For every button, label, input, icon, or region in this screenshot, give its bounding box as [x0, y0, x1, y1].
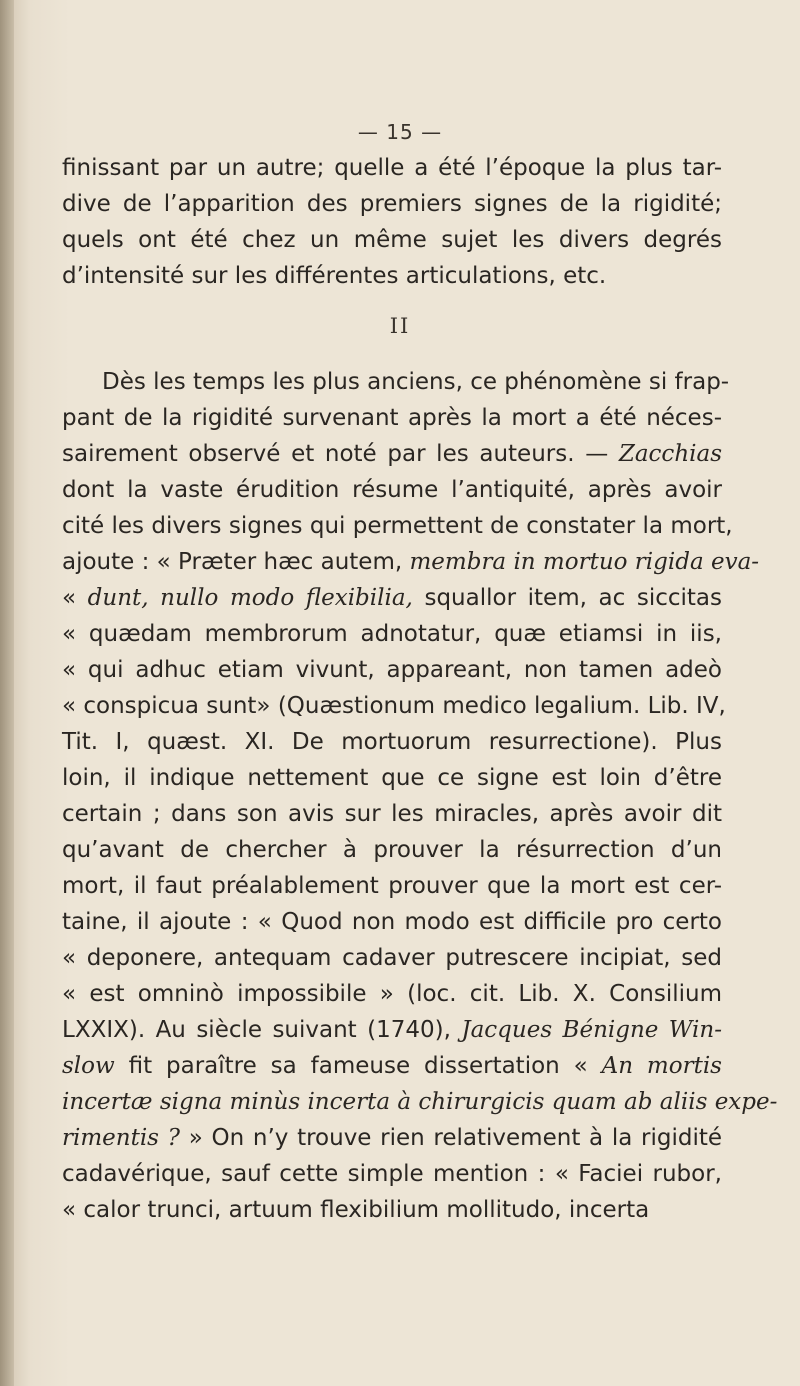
author-name: slow [62, 1053, 115, 1079]
text-line: taine, il ajoute : « Quod non modo est difficile pro certo [62, 909, 722, 935]
author-name: Jacques Bénigne Win- [461, 1017, 722, 1043]
text-segment: « [62, 585, 88, 611]
latin-quote: membra in mortuo rigida eva- [409, 549, 760, 575]
text-line: qu’avant de chercher à prouver la résurrection d’un [62, 837, 722, 863]
text-line [62, 1012, 722, 1048]
text-line: loin, il indique nettement que ce signe est loin d’être [62, 765, 722, 791]
text-line: Dès les temps les plus anciens, ce phénomène si frap- [102, 369, 730, 395]
paragraph-2 [62, 364, 778, 1228]
text-line: dont la vaste érudition résume l’antiquité, après avoir [62, 477, 722, 503]
text-line: « calor trunci, artuum flexibilium mollitudo, incerta [62, 1197, 650, 1223]
text-line: certain ; dans son avis sur les miracles, après avoir dit [62, 801, 722, 827]
text-line: cadavérique, sauf cette simple mention : « Faciei rubor, [62, 1161, 722, 1187]
text-line: cité les divers signes qui permettent de constater la mort, [62, 513, 733, 539]
text-segment: squallor item, ac siccitas [412, 585, 722, 611]
text-line: finissant par un autre; quelle a été l’époque la plus tar- [62, 155, 722, 181]
text-segment: ajoute : « Præter hæc autem, [62, 549, 410, 575]
text-line [62, 436, 722, 472]
text-line: Tit. I, quæst. XI. De mortuorum resurrectione). Plus [62, 729, 722, 755]
text-line: quels ont été chez un même sujet les divers degrés [62, 227, 722, 253]
text-line: dive de l’apparition des premiers signes de la rigidité; [62, 191, 722, 217]
text-line [62, 544, 760, 580]
page-number: — 15 — [357, 120, 443, 144]
text-line: pant de la rigidité survenant après la mort a été néces- [62, 405, 722, 431]
text-segment: » On n’y trouve rien relativement à la rigidité [180, 1125, 723, 1151]
text-segment: sairement observé et noté par les auteurs. — [62, 441, 619, 467]
text-line: mort, il faut préalablement prouver que la mort est cer- [62, 873, 722, 899]
text-line: « conspicua sunt» (Quæstionum medico legalium. Lib. IV, [62, 693, 726, 719]
work-title: incertæ signa minùs incerta à chirurgicis quam ab aliis expe- [62, 1089, 778, 1115]
work-title: An mortis [601, 1053, 722, 1079]
text-line: d’intensité sur les différentes articulations, etc. [62, 263, 607, 289]
text-line [62, 580, 722, 616]
latin-quote: dunt, nullo modo flexibilia, [87, 585, 413, 611]
text-segment: fit paraître sa fameuse dissertation « [114, 1053, 602, 1079]
text-line: « qui adhuc etiam vivunt, appareant, non tamen adeò [62, 657, 722, 683]
text-line: « deponere, antequam cadaver putrescere incipiat, sed [62, 945, 722, 971]
work-title: rimentis ? [62, 1125, 181, 1151]
author-name: Zacchias [618, 441, 722, 467]
binding-shadow [0, 0, 14, 1386]
paragraph-1 [62, 150, 722, 294]
section-heading: II [389, 314, 411, 338]
text-segment: LXXIX). Au siècle suivant (1740), [62, 1017, 462, 1043]
text-line: « est omninò impossibile » (loc. cit. Lib. X. Consilium [62, 981, 722, 1007]
text-line [62, 1120, 722, 1156]
text-line [62, 1048, 722, 1084]
text-line [62, 1084, 778, 1120]
text-line: « quædam membrorum adnotatur, quæ etiamsi in iis, [62, 621, 722, 647]
